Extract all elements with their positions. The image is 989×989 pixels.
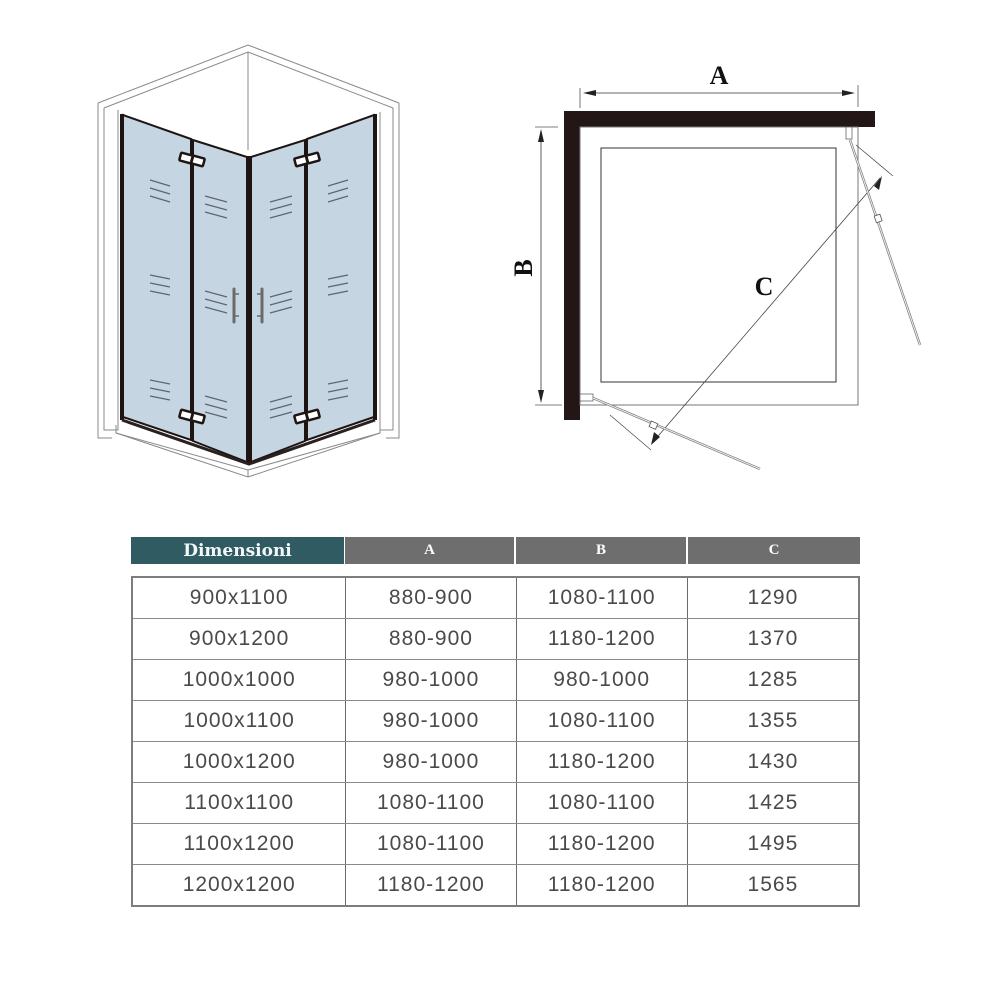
cell-b: 1180-1200 <box>516 865 687 907</box>
cell-a: 880-900 <box>346 577 516 619</box>
cell-dimension: 1000x1100 <box>132 701 346 742</box>
table-row <box>132 783 859 824</box>
cell-c: 1425 <box>687 783 859 824</box>
cell-c: 1430 <box>687 742 859 783</box>
cell-c: 1290 <box>687 577 859 619</box>
header-dimensioni: Dimensioni <box>131 537 345 564</box>
plan-view-diagram <box>509 61 920 469</box>
cell-b: 1080-1100 <box>516 701 687 742</box>
cell-b: 980-1000 <box>516 660 687 701</box>
table-row <box>132 701 859 742</box>
dimensions-table <box>131 576 860 907</box>
header-a: A <box>345 537 516 564</box>
cell-c: 1285 <box>687 660 859 701</box>
cell-dimension: 900x1100 <box>132 577 346 619</box>
cell-a: 980-1000 <box>346 660 516 701</box>
cell-dimension: 1000x1000 <box>132 660 346 701</box>
table-row <box>132 619 859 660</box>
cell-a: 1180-1200 <box>346 865 516 907</box>
table-row <box>132 577 859 619</box>
cell-c: 1565 <box>687 865 859 907</box>
cell-a: 1080-1100 <box>346 824 516 865</box>
cell-b: 1080-1100 <box>516 577 687 619</box>
label-b: B <box>509 259 538 277</box>
cell-a: 880-900 <box>346 619 516 660</box>
table-row <box>132 865 859 907</box>
cell-c: 1495 <box>687 824 859 865</box>
cell-c: 1355 <box>687 701 859 742</box>
cell-c: 1370 <box>687 619 859 660</box>
label-c: C <box>754 272 774 301</box>
header-b: B <box>516 537 688 564</box>
cell-dimension: 1100x1200 <box>132 824 346 865</box>
cell-dimension: 1100x1100 <box>132 783 346 824</box>
table-row <box>132 742 859 783</box>
cell-b: 1180-1200 <box>516 742 687 783</box>
table-row <box>132 660 859 701</box>
cell-b: 1180-1200 <box>516 619 687 660</box>
cell-dimension: 1000x1200 <box>132 742 346 783</box>
cell-dimension: 1200x1200 <box>132 865 346 907</box>
shower-perspective-illustration <box>98 45 399 477</box>
cell-a: 980-1000 <box>346 701 516 742</box>
cell-b: 1080-1100 <box>516 783 687 824</box>
label-a: A <box>709 61 729 90</box>
cell-a: 1080-1100 <box>346 783 516 824</box>
dimensions-table-header <box>131 537 860 564</box>
cell-b: 1180-1200 <box>516 824 687 865</box>
cell-a: 980-1000 <box>346 742 516 783</box>
cell-dimension: 900x1200 <box>132 619 346 660</box>
header-c: C <box>688 537 860 564</box>
table-row <box>132 824 859 865</box>
